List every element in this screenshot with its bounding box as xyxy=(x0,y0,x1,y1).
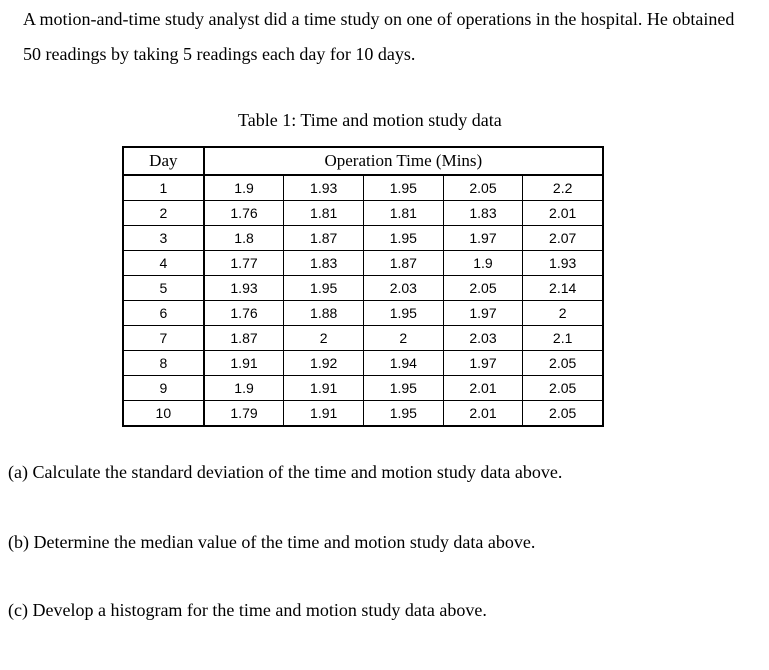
day-cell: 8 xyxy=(123,351,204,376)
day-cell: 9 xyxy=(123,376,204,401)
time-value-cell: 2.2 xyxy=(523,175,603,201)
table-row xyxy=(123,175,603,201)
time-value-cell: 1.93 xyxy=(204,276,284,301)
table-row xyxy=(123,201,603,226)
time-value-cell: 2.01 xyxy=(443,376,523,401)
time-value-cell: 2.05 xyxy=(523,351,603,376)
question-c: (c) Develop a histogram for the time and motion study data above. xyxy=(8,600,487,620)
table-header-row xyxy=(123,147,603,175)
time-value-cell: 1.77 xyxy=(204,251,284,276)
time-value-cell: 1.94 xyxy=(364,351,444,376)
time-value-cell: 1.87 xyxy=(364,251,444,276)
day-cell: 6 xyxy=(123,301,204,326)
time-value-cell: 1.95 xyxy=(284,276,364,301)
time-value-cell: 1.9 xyxy=(204,376,284,401)
time-value-cell: 2.05 xyxy=(523,376,603,401)
day-cell: 2 xyxy=(123,201,204,226)
time-value-cell: 1.87 xyxy=(284,226,364,251)
time-value-cell: 1.95 xyxy=(364,401,444,427)
time-value-cell: 1.8 xyxy=(204,226,284,251)
time-study-table xyxy=(122,146,604,427)
time-value-cell: 1.97 xyxy=(443,351,523,376)
table-row xyxy=(123,276,603,301)
time-value-cell: 2 xyxy=(284,326,364,351)
time-value-cell: 1.92 xyxy=(284,351,364,376)
header-operation-time: Operation Time (Mins) xyxy=(204,147,603,175)
time-value-cell: 1.87 xyxy=(204,326,284,351)
time-value-cell: 1.91 xyxy=(284,376,364,401)
time-value-cell: 1.97 xyxy=(443,226,523,251)
table-body xyxy=(123,175,603,426)
time-value-cell: 1.91 xyxy=(284,401,364,427)
time-value-cell: 1.95 xyxy=(364,226,444,251)
time-value-cell: 1.95 xyxy=(364,301,444,326)
table-row xyxy=(123,401,603,427)
time-value-cell: 2 xyxy=(364,326,444,351)
day-cell: 3 xyxy=(123,226,204,251)
table-caption: Table 1: Time and motion study data xyxy=(238,110,502,130)
time-value-cell: 2.14 xyxy=(523,276,603,301)
time-value-cell: 2.01 xyxy=(443,401,523,427)
time-value-cell: 1.95 xyxy=(364,376,444,401)
problem-statement: A motion-and-time study analyst did a time study on one of operations in the hospital. He obtained 50 readings by taking 5 readings each day for 10 days. xyxy=(23,9,735,64)
time-value-cell: 2.05 xyxy=(443,276,523,301)
time-value-cell: 1.93 xyxy=(523,251,603,276)
table-row xyxy=(123,226,603,251)
time-value-cell: 1.81 xyxy=(284,201,364,226)
day-cell: 4 xyxy=(123,251,204,276)
day-cell: 5 xyxy=(123,276,204,301)
question-a: (a) Calculate the standard deviation of the time and motion study data above. xyxy=(8,462,563,482)
time-value-cell: 1.93 xyxy=(284,175,364,201)
time-value-cell: 1.91 xyxy=(204,351,284,376)
time-value-cell: 1.83 xyxy=(284,251,364,276)
day-cell: 7 xyxy=(123,326,204,351)
time-value-cell: 2.07 xyxy=(523,226,603,251)
table-row xyxy=(123,376,603,401)
table-row xyxy=(123,251,603,276)
header-day: Day xyxy=(123,147,204,175)
time-value-cell: 1.76 xyxy=(204,201,284,226)
time-value-cell: 2.05 xyxy=(443,175,523,201)
time-value-cell: 1.79 xyxy=(204,401,284,427)
time-value-cell: 1.9 xyxy=(443,251,523,276)
day-cell: 10 xyxy=(123,401,204,427)
time-value-cell: 1.83 xyxy=(443,201,523,226)
time-value-cell: 1.76 xyxy=(204,301,284,326)
day-cell: 1 xyxy=(123,175,204,201)
table-row xyxy=(123,301,603,326)
question-b: (b) Determine the median value of the time and motion study data above. xyxy=(8,532,536,552)
time-value-cell: 1.88 xyxy=(284,301,364,326)
time-value-cell: 2.05 xyxy=(523,401,603,427)
time-value-cell: 2.1 xyxy=(523,326,603,351)
time-value-cell: 1.9 xyxy=(204,175,284,201)
time-value-cell: 2.03 xyxy=(443,326,523,351)
time-value-cell: 2 xyxy=(523,301,603,326)
time-value-cell: 2.03 xyxy=(364,276,444,301)
time-value-cell: 1.81 xyxy=(364,201,444,226)
table-row xyxy=(123,351,603,376)
time-value-cell: 1.95 xyxy=(364,175,444,201)
table-row xyxy=(123,326,603,351)
time-value-cell: 2.01 xyxy=(523,201,603,226)
time-value-cell: 1.97 xyxy=(443,301,523,326)
